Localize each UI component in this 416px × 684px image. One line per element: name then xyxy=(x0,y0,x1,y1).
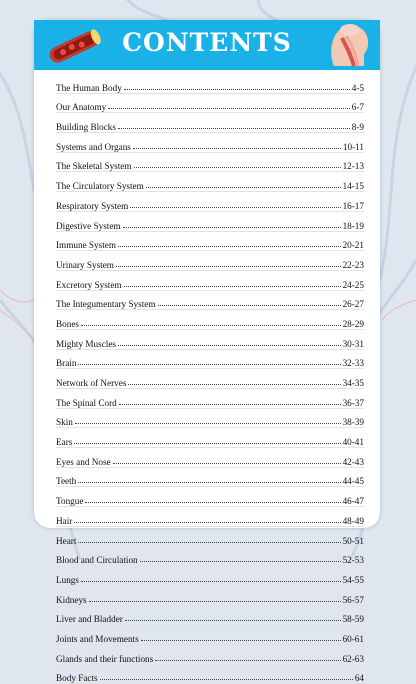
toc-entry-title: Heart xyxy=(56,535,77,546)
toc-entry-title: Digestive System xyxy=(56,220,121,231)
dot-leader xyxy=(118,343,341,346)
toc-entry-pages: 16-17 xyxy=(342,200,364,211)
toc-entry-title: Respiratory System xyxy=(56,200,129,211)
toc-entry[interactable] xyxy=(56,547,364,567)
toc-entry[interactable] xyxy=(56,212,364,232)
toc-entry[interactable] xyxy=(56,625,364,645)
toc-entry-title: Blood and Circulation xyxy=(56,555,138,566)
contents-card xyxy=(34,20,380,684)
dot-leader xyxy=(85,500,340,503)
toc-entry-pages: 52-53 xyxy=(342,555,364,566)
toc-entry[interactable] xyxy=(56,448,364,468)
toc-entry-pages: 56-57 xyxy=(342,594,364,605)
toc-entry-pages: 20-21 xyxy=(342,240,364,251)
page-title: CONTENTS xyxy=(122,28,292,57)
toc-entry[interactable] xyxy=(56,606,364,626)
toc-entry-pages: 58-59 xyxy=(342,614,364,625)
toc-entry-title: The Integumentary System xyxy=(56,299,156,310)
toc-entry-title: The Human Body xyxy=(56,82,122,93)
toc-entry-pages: 12-13 xyxy=(342,161,364,172)
toc-entry-pages: 54-55 xyxy=(342,574,364,585)
toc-entry[interactable] xyxy=(56,369,364,389)
toc-entry[interactable] xyxy=(56,172,364,192)
toc-entry-title: Mighty Muscles xyxy=(56,338,116,349)
toc-entry-pages: 8-9 xyxy=(351,122,364,133)
dot-leader xyxy=(108,106,349,109)
toc-entry-title: Skin xyxy=(56,417,73,428)
dot-leader xyxy=(113,461,341,464)
toc-entry-title: Joints and Movements xyxy=(56,633,139,644)
toc-entry-pages: 30-31 xyxy=(342,338,364,349)
toc-entry[interactable] xyxy=(56,232,364,252)
toc-entry-title: Ears xyxy=(56,437,73,448)
toc-entry-pages: 62-63 xyxy=(342,653,364,664)
toc-entry-pages: 26-27 xyxy=(342,299,364,310)
toc-entry-pages: 14-15 xyxy=(342,181,364,192)
toc-entry[interactable] xyxy=(56,527,364,547)
toc-entry[interactable] xyxy=(56,330,364,350)
toc-entry-title: Urinary System xyxy=(56,259,114,270)
toc-entry-title: Glands and their functions xyxy=(56,653,154,664)
dot-leader xyxy=(74,520,340,523)
dot-leader xyxy=(119,402,341,405)
toc-entry-pages: 34-35 xyxy=(342,378,364,388)
toc-entry-pages: 50-51 xyxy=(342,535,364,546)
toc-entry-pages: 48-49 xyxy=(342,515,364,526)
toc-entry[interactable] xyxy=(56,428,364,448)
toc-entry-pages: 18-19 xyxy=(342,220,364,231)
toc-entry-pages: 64 xyxy=(354,673,364,684)
dot-leader xyxy=(123,225,341,228)
dot-leader xyxy=(78,480,340,483)
toc-entry-title: Kidneys xyxy=(56,594,87,605)
dot-leader xyxy=(155,658,340,661)
dot-leader xyxy=(81,579,341,582)
toc-entry-pages: 6-7 xyxy=(351,102,364,113)
dot-leader xyxy=(158,303,341,306)
toc-entry[interactable] xyxy=(56,665,364,684)
toc-entry[interactable] xyxy=(56,251,364,271)
dot-leader xyxy=(78,540,340,543)
dot-leader xyxy=(134,165,341,168)
toc-entry[interactable] xyxy=(56,507,364,527)
toc-entry-title: Brain xyxy=(56,358,77,369)
toc-entry-pages: 36-37 xyxy=(342,397,364,408)
toc-entry[interactable] xyxy=(56,74,364,94)
toc-entry-title: Our Anatomy xyxy=(56,102,107,113)
toc-entry-title: Eyes and Nose xyxy=(56,456,111,467)
toc-entry-title: Liver and Bladder xyxy=(56,614,123,625)
toc-entry-title: The Spinal Cord xyxy=(56,397,117,408)
dot-leader xyxy=(89,599,341,602)
toc-entry-title: Bones xyxy=(56,318,79,329)
toc-entry-pages: 4-5 xyxy=(351,82,364,93)
toc-entry[interactable] xyxy=(56,310,364,330)
dot-leader xyxy=(74,441,340,444)
dot-leader xyxy=(124,284,341,287)
dot-leader xyxy=(140,559,341,562)
dot-leader xyxy=(133,146,341,149)
toc-entry-title: The Circulatory System xyxy=(56,181,144,192)
toc-entry-pages: 22-23 xyxy=(342,259,364,270)
toc-entry[interactable] xyxy=(56,389,364,409)
toc-entry-title: Body Facts xyxy=(56,673,98,684)
toc-entry-title: Lungs xyxy=(56,574,79,585)
toc-entry-title: Tongue xyxy=(56,496,84,507)
toc-entry-pages: 42-43 xyxy=(342,456,364,467)
toc-entry-pages: 40-41 xyxy=(342,437,364,448)
table-of-contents xyxy=(56,74,364,684)
toc-entry[interactable] xyxy=(56,113,364,133)
dot-leader xyxy=(100,677,353,680)
toc-entry-title: Building Blocks xyxy=(56,122,116,133)
dot-leader xyxy=(124,87,350,90)
dot-leader xyxy=(78,362,340,365)
toc-entry[interactable] xyxy=(56,271,364,291)
toc-entry-title: The Skeletal System xyxy=(56,161,132,172)
contents-header xyxy=(34,20,380,70)
dot-leader xyxy=(141,638,341,641)
toc-entry[interactable] xyxy=(56,487,364,507)
dot-leader xyxy=(81,323,341,326)
toc-entry-title: Systems and Organs xyxy=(56,141,131,152)
toc-entry[interactable] xyxy=(56,350,364,370)
toc-entry-pages: 60-61 xyxy=(342,633,364,644)
toc-entry-pages: 24-25 xyxy=(342,279,364,290)
toc-entry-pages: 38-39 xyxy=(342,417,364,428)
toc-entry[interactable] xyxy=(56,94,364,114)
dot-leader xyxy=(146,185,341,188)
toc-entry-title: Teeth xyxy=(56,476,77,487)
dot-leader xyxy=(125,618,341,621)
dot-leader xyxy=(128,382,340,385)
toc-entry[interactable] xyxy=(56,153,364,173)
toc-entry[interactable] xyxy=(56,291,364,311)
dot-leader xyxy=(130,205,340,208)
toc-entry[interactable] xyxy=(56,192,364,212)
human-head-anatomy-icon xyxy=(320,16,374,70)
dot-leader xyxy=(116,264,341,267)
toc-entry-title: Immune System xyxy=(56,240,116,251)
toc-entry-pages: 46-47 xyxy=(342,496,364,507)
toc-entry-title: Hair xyxy=(56,515,73,526)
dot-leader xyxy=(75,421,341,424)
toc-entry[interactable] xyxy=(56,468,364,488)
toc-entry[interactable] xyxy=(56,645,364,665)
toc-entry-pages: 32-33 xyxy=(342,358,364,369)
toc-entry-pages: 10-11 xyxy=(342,141,364,152)
toc-entry-pages: 44-45 xyxy=(342,476,364,487)
dot-leader xyxy=(118,126,350,129)
toc-entry[interactable] xyxy=(56,409,364,429)
toc-entry-title: Excretory System xyxy=(56,279,122,290)
toc-entry[interactable] xyxy=(56,133,364,153)
toc-entry-pages: 28-29 xyxy=(342,318,364,329)
dot-leader xyxy=(118,244,341,247)
toc-entry[interactable] xyxy=(56,566,364,586)
toc-entry-title: Network of Nerves xyxy=(56,378,127,388)
toc-entry[interactable] xyxy=(56,586,364,606)
